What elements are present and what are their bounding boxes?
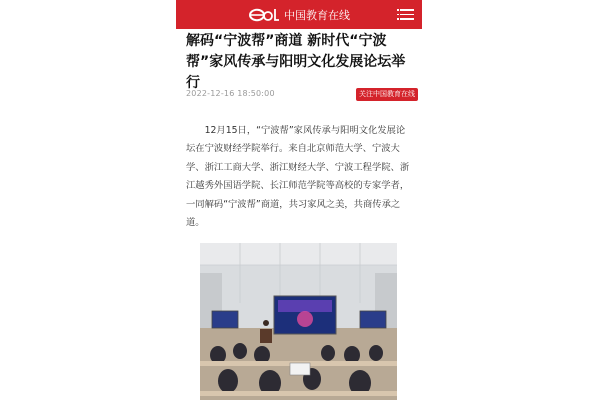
article-title: 解码“宁波帮”商道 新时代“宁波帮”家风传承与阳明文化发展论坛举行 <box>186 33 406 91</box>
mobile-page <box>176 0 422 400</box>
top-bar <box>176 0 422 29</box>
site-brand[interactable] <box>176 0 422 29</box>
eol-logo-icon <box>248 7 280 22</box>
site-name: 中国教育在线 <box>284 8 350 22</box>
article-paragraph: 12月15日，“宁波帮”家风传承与阳明文化发展论坛在宁波财经学院举行。来自北京师范大学、宁波大学、浙江工商大学、浙江财经大学、宁波工程学院、浙江越秀外国语学院、长江师范学院等高校的专家学者，一同解码“宁波帮”商道，共习家风之美，共商传承之道。 <box>186 125 410 229</box>
forum-lecture-hall-photo <box>200 243 397 400</box>
article-meta <box>186 88 418 102</box>
hamburger-menu-icon[interactable] <box>400 9 414 20</box>
lecture-hall-illustration <box>200 243 397 400</box>
follow-button[interactable]: 关注中国教育在线 <box>356 88 418 101</box>
publish-date: 2022-12-16 18:50:00 <box>186 89 275 98</box>
